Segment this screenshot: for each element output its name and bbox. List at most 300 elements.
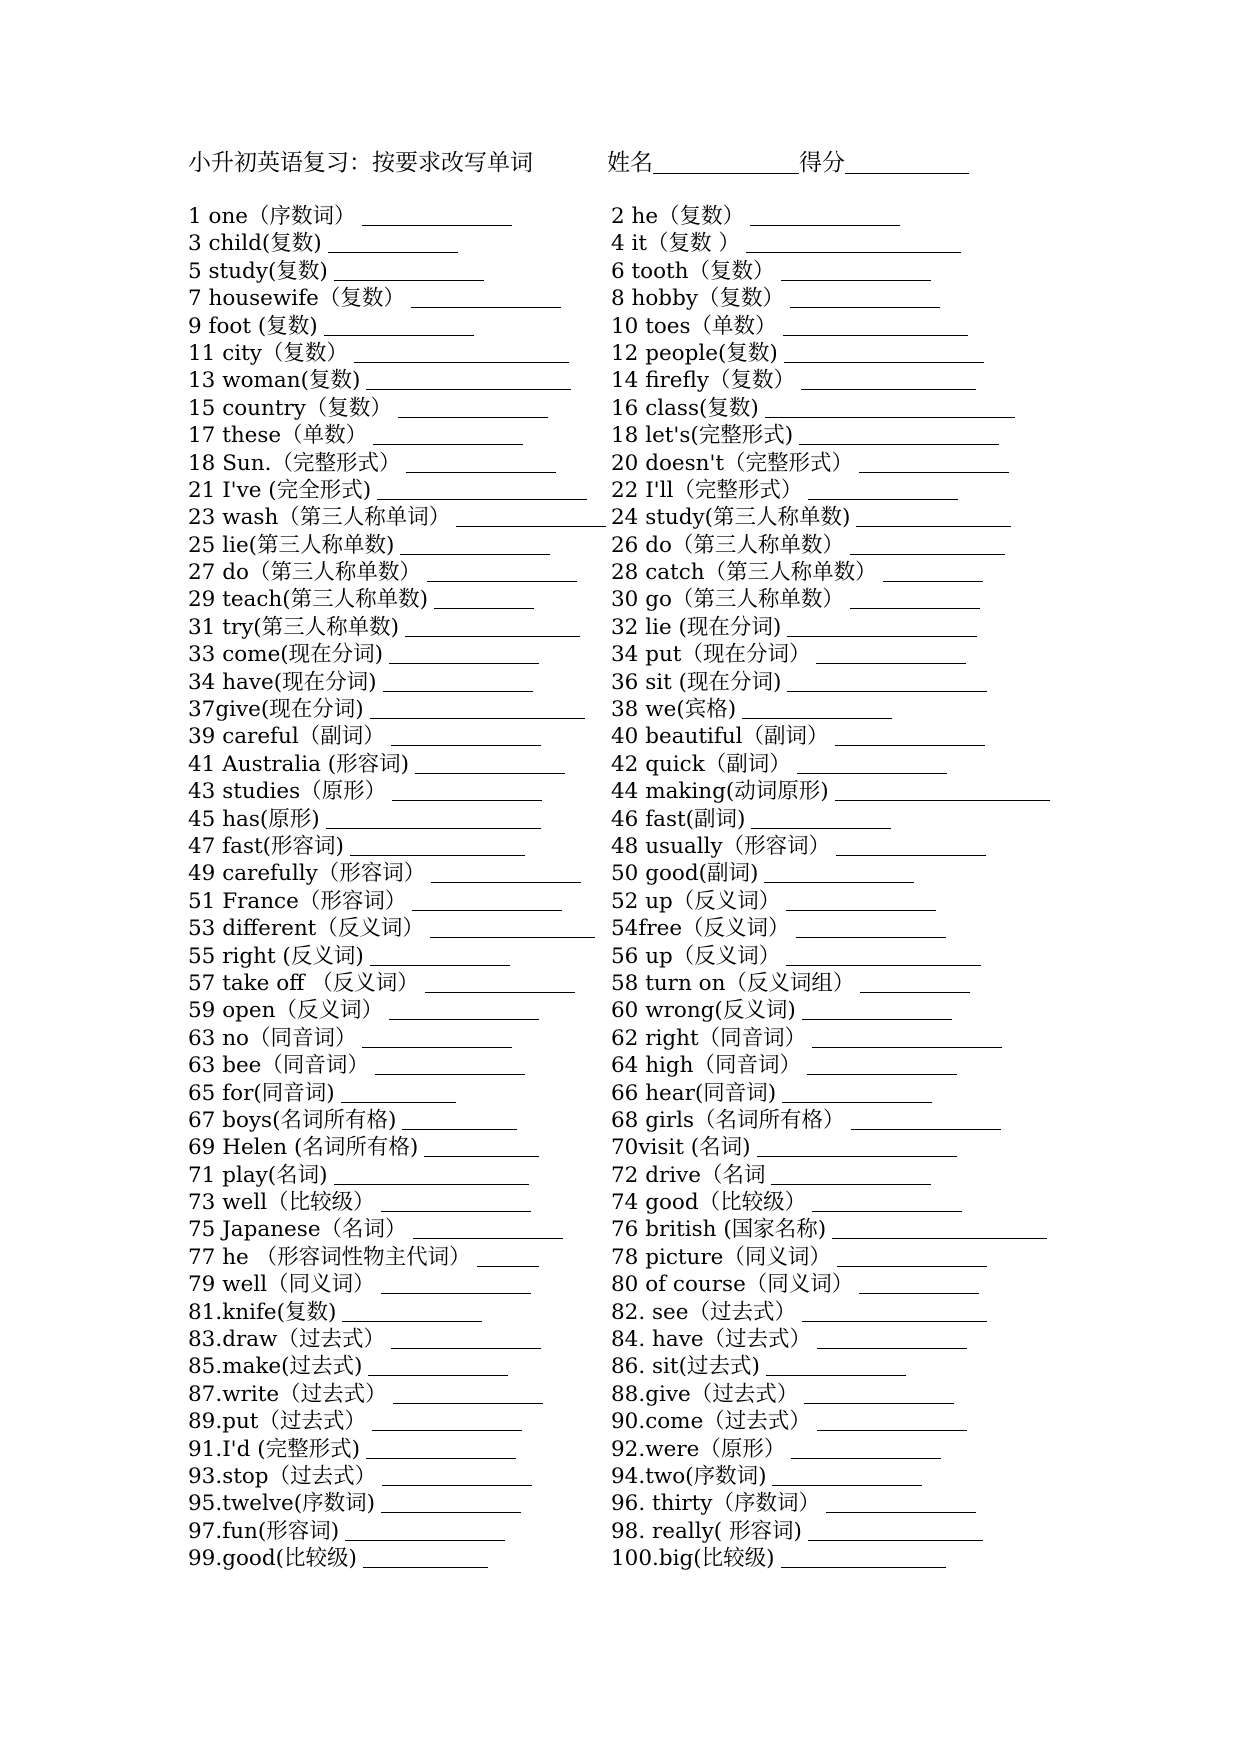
answer-blank[interactable] — [835, 782, 1050, 801]
exercise-item — [611, 203, 900, 230]
exercise-row — [188, 504, 1068, 531]
exercise-row — [188, 1545, 1068, 1572]
exercise-prompt: 21 I've (完全形式) — [188, 477, 372, 503]
exercise-item — [611, 395, 1015, 422]
answer-blank[interactable] — [431, 864, 581, 883]
exercise-item — [611, 723, 985, 750]
answer-blank[interactable] — [835, 727, 985, 746]
exercise-item — [188, 559, 577, 586]
score-blank[interactable] — [845, 153, 969, 174]
exercise-row — [188, 1162, 1068, 1189]
name-blank[interactable] — [653, 153, 799, 174]
exercise-prompt: 91.I'd (完整形式) — [188, 1436, 360, 1462]
exercise-item — [611, 1545, 946, 1572]
exercise-row — [188, 367, 1068, 394]
exercise-prompt: 50 good(副词) — [611, 861, 759, 887]
exercise-item — [188, 395, 548, 422]
exercise-item — [611, 1463, 922, 1490]
exercise-prompt: 72 drive（名词 — [611, 1162, 766, 1188]
answer-blank[interactable] — [366, 1440, 516, 1459]
exercise-row — [188, 833, 1068, 860]
exercise-prompt: 75 Japanese（名词） — [188, 1217, 407, 1243]
answer-blank[interactable] — [381, 1494, 521, 1513]
exercise-item — [188, 1244, 539, 1271]
exercise-row — [188, 230, 1068, 257]
exercise-row — [188, 970, 1068, 997]
answer-blank[interactable] — [816, 645, 966, 664]
exercise-item — [188, 1436, 516, 1463]
exercise-prompt: 90.come（过去式） — [611, 1409, 811, 1435]
exercise-item — [611, 997, 952, 1024]
exercise-row — [188, 1216, 1068, 1243]
answer-blank[interactable] — [801, 371, 976, 390]
exercise-prompt: 39 careful（副词） — [188, 724, 385, 750]
answer-blank[interactable] — [786, 947, 981, 966]
exercise-item — [611, 1271, 979, 1298]
exercise-prompt: 59 open（反义词） — [188, 998, 383, 1024]
exercise-item — [611, 1436, 941, 1463]
answer-blank[interactable] — [850, 590, 980, 609]
exercise-prompt: 23 wash（第三人称单词） — [188, 505, 451, 531]
exercise-row — [188, 696, 1068, 723]
exercise-row — [188, 641, 1068, 668]
exercise-item — [188, 450, 556, 477]
exercise-item — [188, 696, 585, 723]
exercise-prompt: 8 hobby（复数） — [611, 286, 784, 312]
answer-blank[interactable] — [751, 810, 891, 829]
exercise-prompt: 88.give（过去式） — [611, 1381, 799, 1407]
exercise-item — [188, 477, 587, 504]
answer-blank[interactable] — [389, 1001, 539, 1020]
exercise-prompt: 70visit (名词) — [611, 1135, 751, 1161]
exercise-prompt: 73 well（比较级） — [188, 1190, 375, 1216]
answer-blank[interactable] — [392, 782, 542, 801]
exercise-row — [188, 1052, 1068, 1079]
answer-blank[interactable] — [817, 1330, 967, 1349]
answer-blank[interactable] — [850, 536, 1005, 555]
exercise-prompt: 97.fun(形容词) — [188, 1518, 340, 1544]
exercise-row — [188, 340, 1068, 367]
exercise-prompt: 49 carefully（形容词） — [188, 861, 426, 887]
worksheet-header — [188, 148, 969, 178]
exercise-row — [188, 395, 1068, 422]
exercise-prompt: 60 wrong(反义词) — [611, 998, 796, 1024]
exercise-prompt: 26 do（第三人称单数） — [611, 532, 844, 558]
answer-blank[interactable] — [808, 481, 958, 500]
exercise-item — [188, 888, 562, 915]
exercise-item — [188, 258, 484, 285]
answer-blank[interactable] — [817, 1412, 967, 1431]
answer-blank[interactable] — [786, 892, 936, 911]
exercise-row — [188, 614, 1068, 641]
exercise-prompt: 81.knife(复数) — [188, 1299, 337, 1325]
exercise-prompt: 87.write（过去式） — [188, 1381, 387, 1407]
exercise-prompt: 43 studies（原形） — [188, 779, 387, 805]
exercise-prompt: 6 tooth（复数） — [611, 258, 775, 284]
answer-blank[interactable] — [334, 1166, 529, 1185]
answer-blank[interactable] — [345, 1522, 505, 1541]
answer-blank[interactable] — [362, 1029, 512, 1048]
answer-blank[interactable] — [746, 234, 961, 253]
answer-blank[interactable] — [781, 1549, 946, 1568]
exercise-item — [611, 1518, 983, 1545]
worksheet-title: 小升初英语复习：按要求改写单词 — [188, 150, 533, 176]
exercise-item — [611, 1080, 932, 1107]
exercise-item — [188, 778, 542, 805]
exercise-row — [188, 915, 1068, 942]
exercise-row — [188, 258, 1068, 285]
answer-blank[interactable] — [328, 234, 458, 253]
answer-blank[interactable] — [791, 1440, 941, 1459]
exercise-prompt: 1 one（序数词） — [188, 204, 356, 229]
answer-blank[interactable] — [400, 536, 550, 555]
exercise-item — [188, 1080, 456, 1107]
exercise-item — [188, 1353, 508, 1380]
answer-blank[interactable] — [808, 1522, 983, 1541]
answer-blank[interactable] — [411, 289, 561, 308]
exercise-prompt: 2 he（复数） — [611, 204, 745, 229]
answer-blank[interactable] — [772, 1467, 922, 1486]
exercise-row — [188, 778, 1068, 805]
exercise-prompt: 66 hear(同音词) — [611, 1080, 777, 1106]
exercise-prompt: 56 up（反义词） — [611, 943, 781, 969]
exercise-prompt: 45 has(原形) — [188, 806, 320, 832]
exercise-prompt: 29 teach(第三人称单数) — [188, 587, 429, 613]
answer-blank[interactable] — [851, 1111, 1001, 1130]
answer-blank[interactable] — [757, 1138, 957, 1157]
answer-blank[interactable] — [406, 454, 556, 473]
exercise-item — [188, 833, 525, 860]
exercise-item — [188, 751, 565, 778]
exercise-item — [188, 723, 541, 750]
answer-blank[interactable] — [764, 864, 914, 883]
exercise-item — [188, 641, 539, 668]
answer-blank[interactable] — [796, 919, 946, 938]
exercise-prompt: 34 put（现在分词） — [611, 642, 811, 668]
answer-blank[interactable] — [765, 399, 1015, 418]
exercise-prompt: 10 toes（单数） — [611, 313, 777, 339]
exercise-item — [188, 504, 606, 531]
answer-blank[interactable] — [781, 262, 931, 281]
answer-blank[interactable] — [804, 1385, 954, 1404]
exercise-row — [188, 1134, 1068, 1161]
exercise-row — [188, 1189, 1068, 1216]
exercise-prompt: 67 boys(名词所有格) — [188, 1107, 397, 1133]
answer-blank[interactable] — [381, 1193, 531, 1212]
answer-blank[interactable] — [413, 1220, 563, 1239]
answer-blank[interactable] — [430, 919, 595, 938]
exercise-prompt: 5 study(复数) — [188, 258, 328, 284]
answer-blank[interactable] — [477, 1248, 539, 1267]
exercise-prompt: 65 for(同音词) — [188, 1080, 335, 1106]
answer-blank[interactable] — [750, 207, 900, 226]
exercise-prompt: 40 beautiful（副词） — [611, 724, 829, 750]
exercise-prompt: 77 he （形容词性物主代词） — [188, 1244, 471, 1270]
answer-blank[interactable] — [812, 1029, 1002, 1048]
answer-blank[interactable] — [398, 399, 548, 418]
exercise-row — [188, 1025, 1068, 1052]
answer-blank[interactable] — [799, 426, 999, 445]
exercise-item — [611, 860, 914, 887]
exercise-prompt: 30 go（第三人称单数） — [611, 587, 844, 613]
exercise-row — [188, 1080, 1068, 1107]
answer-blank[interactable] — [381, 1275, 531, 1294]
exercise-item — [611, 641, 966, 668]
exercise-item — [188, 970, 575, 997]
exercise-item — [611, 1490, 976, 1517]
exercise-prompt: 78 picture（同义词） — [611, 1244, 831, 1270]
exercise-item — [188, 1052, 525, 1079]
exercise-item — [188, 997, 539, 1024]
exercise-prompt: 18 Sun.（完整形式） — [188, 450, 401, 476]
exercise-item — [611, 1244, 987, 1271]
answer-blank[interactable] — [382, 1467, 532, 1486]
exercise-prompt: 28 catch（第三人称单数） — [611, 560, 877, 586]
exercise-item — [188, 943, 510, 970]
exercise-item — [611, 230, 961, 257]
exercise-item — [188, 1107, 517, 1134]
answer-blank[interactable] — [812, 1193, 962, 1212]
exercise-prompt: 32 lie (现在分词) — [611, 614, 782, 640]
exercise-prompt: 53 different（反义词） — [188, 916, 424, 942]
answer-blank[interactable] — [424, 1138, 539, 1157]
exercise-item — [188, 422, 523, 449]
exercise-item — [188, 586, 534, 613]
exercise-item — [611, 669, 987, 696]
exercise-item — [611, 1025, 1002, 1052]
exercise-item — [188, 1545, 488, 1572]
exercise-item — [611, 888, 936, 915]
exercise-row — [188, 1299, 1068, 1326]
exercise-item — [188, 860, 581, 887]
exercise-item — [611, 532, 1005, 559]
exercise-prompt: 42 quick（副词） — [611, 751, 791, 777]
exercise-list — [188, 203, 1068, 1573]
answer-blank[interactable] — [375, 1056, 525, 1075]
exercise-prompt: 52 up（反义词） — [611, 888, 781, 914]
answer-blank[interactable] — [415, 755, 565, 774]
exercise-item — [188, 1463, 532, 1490]
exercise-prompt: 63 bee（同音词） — [188, 1053, 369, 1079]
exercise-row — [188, 1381, 1068, 1408]
answer-blank[interactable] — [350, 837, 525, 856]
answer-blank[interactable] — [354, 344, 569, 363]
answer-blank[interactable] — [391, 727, 541, 746]
exercise-prompt: 22 I'll（完整形式） — [611, 477, 803, 503]
answer-blank[interactable] — [802, 1303, 987, 1322]
exercise-prompt: 83.draw（过去式） — [188, 1327, 385, 1353]
exercise-row — [188, 860, 1068, 887]
answer-blank[interactable] — [370, 947, 510, 966]
exercise-item — [188, 313, 474, 340]
exercise-item — [611, 1299, 987, 1326]
answer-blank[interactable] — [832, 1220, 1047, 1239]
exercise-prompt: 71 play(名词) — [188, 1162, 328, 1188]
exercise-item — [188, 230, 458, 257]
answer-blank[interactable] — [372, 1412, 522, 1431]
answer-blank[interactable] — [807, 1056, 957, 1075]
answer-blank[interactable] — [373, 426, 523, 445]
exercise-item — [611, 614, 977, 641]
exercise-item — [611, 313, 968, 340]
exercise-prompt: 82. see（过去式） — [611, 1299, 797, 1325]
answer-blank[interactable] — [402, 1111, 517, 1130]
answer-blank[interactable] — [771, 1166, 931, 1185]
exercise-prompt: 33 come(现在分词) — [188, 642, 384, 668]
exercise-item — [188, 1518, 505, 1545]
exercise-prompt: 84. have（过去式） — [611, 1327, 812, 1353]
exercise-prompt: 89.put（过去式） — [188, 1409, 366, 1435]
answer-blank[interactable] — [434, 590, 534, 609]
answer-blank[interactable] — [787, 618, 977, 637]
answer-blank[interactable] — [383, 673, 533, 692]
exercise-prompt: 44 making(动词原形) — [611, 779, 829, 805]
exercise-prompt: 17 these（单数） — [188, 423, 368, 449]
answer-blank[interactable] — [856, 508, 1011, 527]
exercise-item — [611, 1216, 1047, 1243]
answer-blank[interactable] — [859, 454, 1009, 473]
exercise-prompt: 74 good（比较级） — [611, 1190, 807, 1216]
exercise-prompt: 9 foot (复数) — [188, 313, 318, 339]
answer-blank[interactable] — [860, 974, 970, 993]
exercise-item — [188, 340, 569, 367]
exercise-prompt: 7 housewife（复数） — [188, 286, 405, 312]
exercise-item — [188, 1025, 512, 1052]
exercise-prompt: 54free（反义词） — [611, 916, 790, 942]
exercise-prompt: 62 right（同音词） — [611, 1025, 807, 1051]
exercise-prompt: 69 Helen (名词所有格) — [188, 1135, 419, 1161]
answer-blank[interactable] — [826, 1494, 976, 1513]
answer-blank[interactable] — [412, 892, 562, 911]
exercise-prompt: 86. sit(过去式) — [611, 1354, 760, 1380]
exercise-item — [611, 477, 958, 504]
exercise-item — [611, 586, 980, 613]
exercise-prompt: 51 France（形容词） — [188, 888, 407, 914]
exercise-row — [188, 723, 1068, 750]
answer-blank[interactable] — [370, 700, 585, 719]
exercise-item — [611, 915, 946, 942]
answer-blank[interactable] — [742, 700, 892, 719]
exercise-prompt: 15 country（复数） — [188, 395, 392, 421]
answer-blank[interactable] — [405, 618, 580, 637]
exercise-item — [611, 970, 970, 997]
exercise-row — [188, 203, 1068, 230]
answer-blank[interactable] — [797, 755, 947, 774]
exercise-item — [188, 285, 561, 312]
exercise-prompt: 68 girls（名词所有格） — [611, 1107, 845, 1133]
answer-blank[interactable] — [787, 673, 987, 692]
exercise-prompt: 37give(现在分词) — [188, 697, 364, 723]
exercise-prompt: 94.two(序数词) — [611, 1463, 767, 1489]
exercise-prompt: 98. really( 形容词) — [611, 1518, 802, 1544]
exercise-item — [188, 1189, 531, 1216]
answer-blank[interactable] — [368, 1357, 508, 1376]
exercise-prompt: 47 fast(形容词) — [188, 833, 344, 859]
exercise-item — [611, 285, 940, 312]
answer-blank[interactable] — [342, 1303, 482, 1322]
exercise-item — [188, 1326, 541, 1353]
exercise-row — [188, 477, 1068, 504]
answer-blank[interactable] — [783, 317, 968, 336]
exercise-item — [188, 1408, 522, 1435]
answer-blank[interactable] — [784, 344, 984, 363]
answer-blank[interactable] — [341, 1084, 456, 1103]
exercise-prompt: 25 lie(第三人称单数) — [188, 532, 395, 558]
exercise-item — [188, 806, 541, 833]
exercise-prompt: 64 high（同音词） — [611, 1053, 802, 1079]
answer-blank[interactable] — [425, 974, 575, 993]
exercise-item — [611, 1381, 954, 1408]
answer-blank[interactable] — [363, 1549, 488, 1568]
answer-blank[interactable] — [802, 1001, 952, 1020]
exercise-prompt: 99.good(比较级) — [188, 1546, 357, 1572]
answer-blank[interactable] — [334, 262, 484, 281]
exercise-prompt: 31 try(第三人称单数) — [188, 614, 400, 640]
exercise-prompt: 11 city（复数） — [188, 340, 348, 366]
answer-blank[interactable] — [837, 1248, 987, 1267]
exercise-row — [188, 669, 1068, 696]
exercise-prompt: 100.big(比较级) — [611, 1546, 775, 1572]
exercise-row — [188, 285, 1068, 312]
exercise-row — [188, 1463, 1068, 1490]
answer-blank[interactable] — [790, 289, 940, 308]
answer-blank[interactable] — [366, 371, 571, 390]
answer-blank[interactable] — [859, 1275, 979, 1294]
exercise-item — [188, 1134, 539, 1161]
exercise-prompt: 12 people(复数) — [611, 340, 778, 366]
answer-blank[interactable] — [427, 563, 577, 582]
score-label: 得分 — [799, 150, 845, 176]
answer-blank[interactable] — [883, 563, 983, 582]
exercise-item — [188, 532, 550, 559]
answer-blank[interactable] — [836, 837, 986, 856]
exercise-item — [188, 1490, 521, 1517]
exercise-prompt: 48 usually（形容词） — [611, 833, 831, 859]
exercise-prompt: 79 well（同义词） — [188, 1272, 375, 1298]
answer-blank[interactable] — [326, 810, 541, 829]
exercise-row — [188, 532, 1068, 559]
exercise-item — [611, 751, 947, 778]
answer-blank[interactable] — [766, 1357, 906, 1376]
exercise-prompt: 4 it（复数 ） — [611, 231, 740, 257]
answer-blank[interactable] — [456, 508, 606, 527]
exercise-row — [188, 751, 1068, 778]
exercise-prompt: 58 turn on（反义词组） — [611, 970, 855, 996]
exercise-item — [188, 367, 571, 394]
exercise-item — [611, 1162, 931, 1189]
exercise-item — [611, 1107, 1001, 1134]
exercise-prompt: 3 child(复数) — [188, 231, 322, 257]
exercise-row — [188, 1436, 1068, 1463]
answer-blank[interactable] — [391, 1330, 541, 1349]
exercise-prompt: 96. thirty（序数词） — [611, 1491, 820, 1517]
exercise-row — [188, 997, 1068, 1024]
answer-blank[interactable] — [782, 1084, 932, 1103]
exercise-prompt: 57 take off （反义词） — [188, 970, 419, 996]
answer-blank[interactable] — [362, 207, 512, 226]
exercise-row — [188, 943, 1068, 970]
exercise-item — [611, 450, 1009, 477]
exercise-prompt: 16 class(复数) — [611, 395, 759, 421]
answer-blank[interactable] — [377, 481, 587, 500]
answer-blank[interactable] — [393, 1385, 543, 1404]
exercise-item — [611, 943, 981, 970]
answer-blank[interactable] — [389, 645, 539, 664]
exercise-prompt: 36 sit (现在分词) — [611, 669, 782, 695]
exercise-row — [188, 1271, 1068, 1298]
answer-blank[interactable] — [324, 317, 474, 336]
exercise-row — [188, 1326, 1068, 1353]
